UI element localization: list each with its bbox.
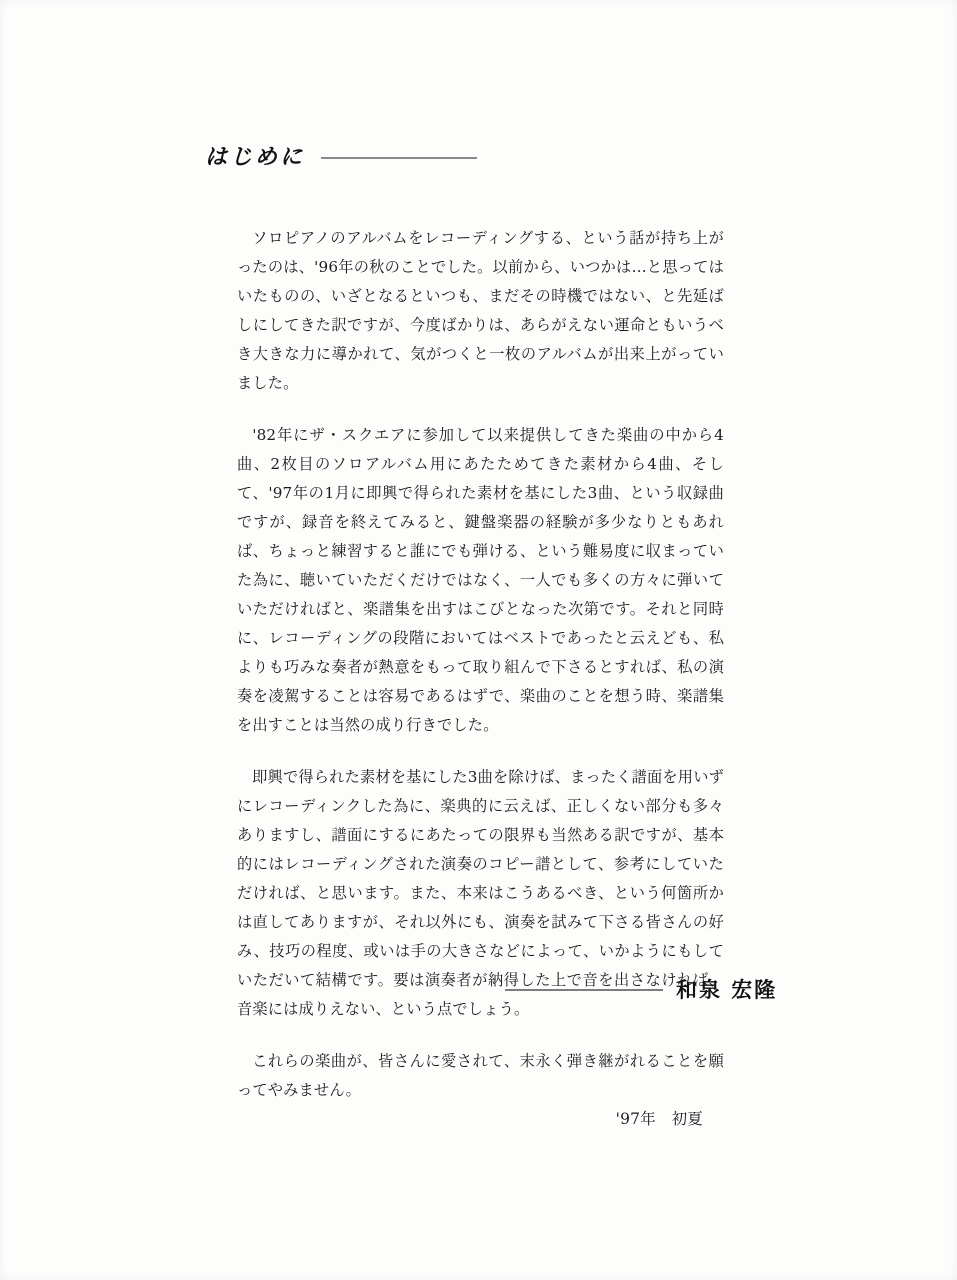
heading-rule: [321, 157, 477, 159]
author-signature: 和泉 宏隆: [676, 977, 778, 1002]
paragraph: これらの楽曲が、皆さんに愛されて、末永く弾き継がれることを願ってやみません。: [237, 1052, 724, 1099]
section-heading: はじめに: [205, 144, 306, 170]
paragraph: ソロピアノのアルバムをレコーディングする、という話が持ち上がったのは、'96年の秋のことでした。以前から、いつかは…と思ってはいたものの、いざとなるといつも、まだその時機ではない、と先延ばしにしてきた訳ですが、今度ばかりは、あらがえない運命ともいうべき大きな力に導かれて、気がつくと一枚のアルバムが出来上がっていました。: [237, 229, 724, 392]
section-heading-row: [205, 140, 477, 171]
paragraph: '82年にザ・スクエアに参加して以来提供してきた楽曲の中から4曲、2枚目のソロアルバム用にあたためてきた素材から4曲、そして、'97年の1月に即興で得られた素材を基にした3曲、という収録曲ですが、録音を終えてみると、鍵盤楽器の経験が多少なりともあれば、ちょっと練習すると誰にでも弾ける、という難易度に収まっていた為に、聴いていただくだけではなく、一人でも多くの方々に弾いていただければと、楽譜集を出すはこびとなった次第です。それと同時に、レコーディングの段階においてはベストであったと云えども、私よりも巧みな奏者が熱意をもって取り組んで下さるとすれば、私の演奏を凌駕することは容易であるはずで、楽曲のことを想う時、楽譜集を出すことは当然の成り行きでした。: [237, 426, 724, 734]
signature-rule: [505, 989, 663, 991]
date-line: '97年 初夏: [615, 1110, 703, 1128]
signature-row: [505, 974, 777, 1004]
paragraph: 即興で得られた素材を基にした3曲を除けば、まったく譜面を用いずにレコーディンクした為に、楽典的に云えば、正しくない部分も多々ありますし、譜面にするにあたっての限界も当然ある訳ですが、基本的にはレコーディングされた演奏のコピー譜として、参考にしていただければ、と思います。また、本来はこうあるべき、という何箇所かは直してありますが、それ以外にも、演奏を試みて下さる皆さんの好み、技巧の程度、或いは手の大きさなどによって、いかようにもしていただいて結構です。要は演奏者が納得した上で音を出さなければ、音楽には成りえない、という点でしょう。: [237, 768, 724, 1018]
